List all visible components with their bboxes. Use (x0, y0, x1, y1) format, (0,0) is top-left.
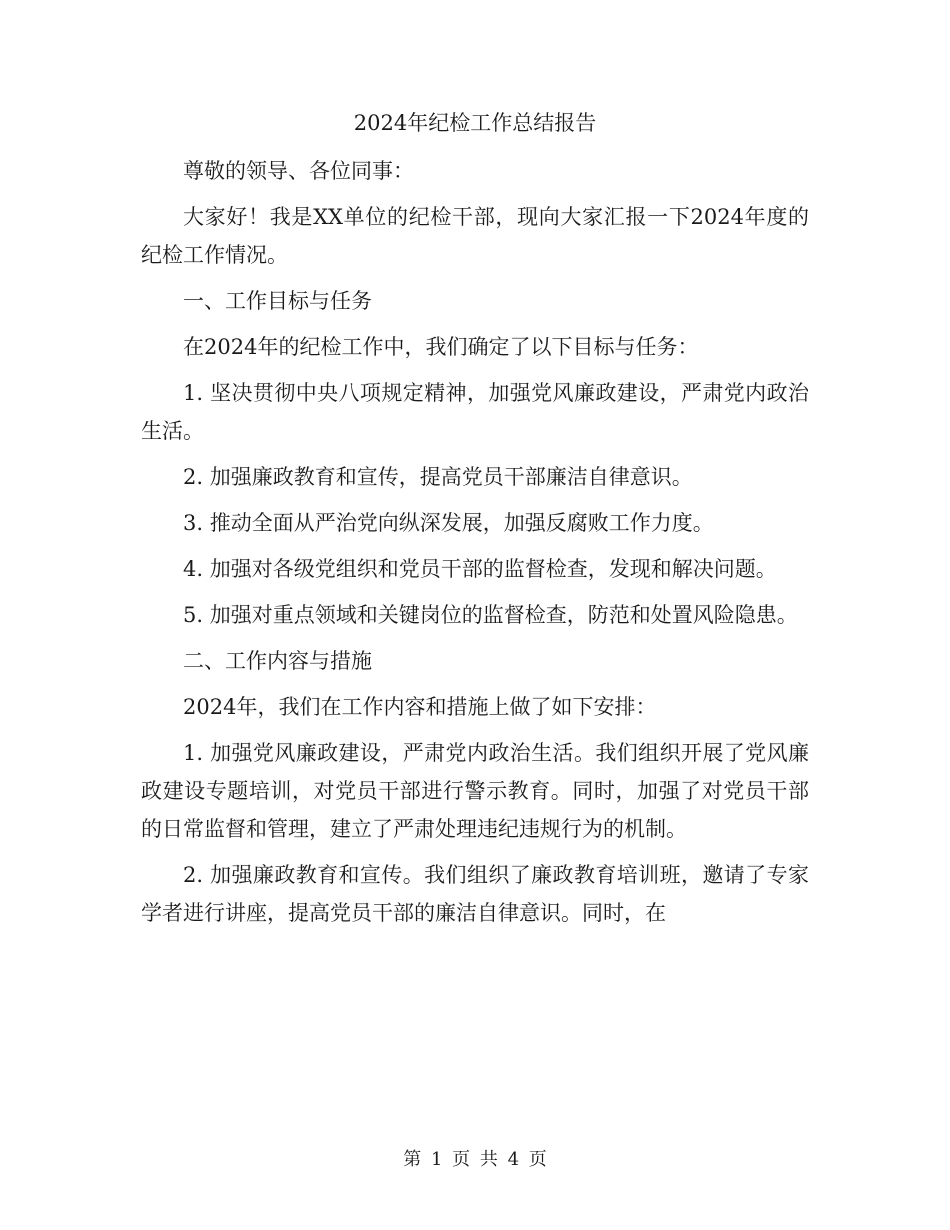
list-item: 2. 加强廉政教育和宣传，提高党员干部廉洁自律意识。 (183, 465, 693, 489)
body-paragraph: 在2024年的纪检工作中，我们确定了以下目标与任务： (183, 335, 699, 359)
body-paragraph: 2024年，我们在工作内容和措施上做了如下安排： (183, 695, 657, 719)
list-item: 4. 加强对各级党组织和党员干部的监督检查，发现和解决问题。 (183, 557, 777, 581)
list-item: 3. 推动全面从严治党向纵深发展，加强反腐败工作力度。 (183, 511, 714, 535)
page-number-footer: 第 1 页 共 4 页 (403, 1149, 547, 1170)
salutation: 尊敬的领导、各位同事： (183, 159, 414, 183)
document-title: 2024年纪检工作总结报告 (353, 111, 597, 135)
list-item: 1. 加强党风廉政建设，严肃党内政治生活。我们组织开展了党风廉政建设专题培训，对党员干部进行警示教育。同时，加强了对党员干部的日常监督和管理，建立了严肃处理违纪违规行为的机制。 (141, 741, 809, 841)
list-item: 1. 坚决贯彻中央八项规定精神，加强党风廉政建设，严肃党内政治生活。 (141, 381, 809, 443)
list-item: 2. 加强廉政教育和宣传。我们组织了廉政教育培训班，邀请了专家学者进行讲座，提高党员干部的廉洁自律意识。同时，在 (141, 863, 809, 925)
section-heading: 二、工作内容与措施 (183, 649, 372, 673)
list-item: 5. 加强对重点领域和关键岗位的监督检查，防范和处置风险隐患。 (183, 603, 798, 627)
section-heading: 一、工作目标与任务 (183, 289, 372, 313)
document-body (141, 152, 809, 940)
body-paragraph: 大家好！我是XX单位的纪检干部，现向大家汇报一下2024年度的纪检工作情况。 (141, 205, 809, 267)
